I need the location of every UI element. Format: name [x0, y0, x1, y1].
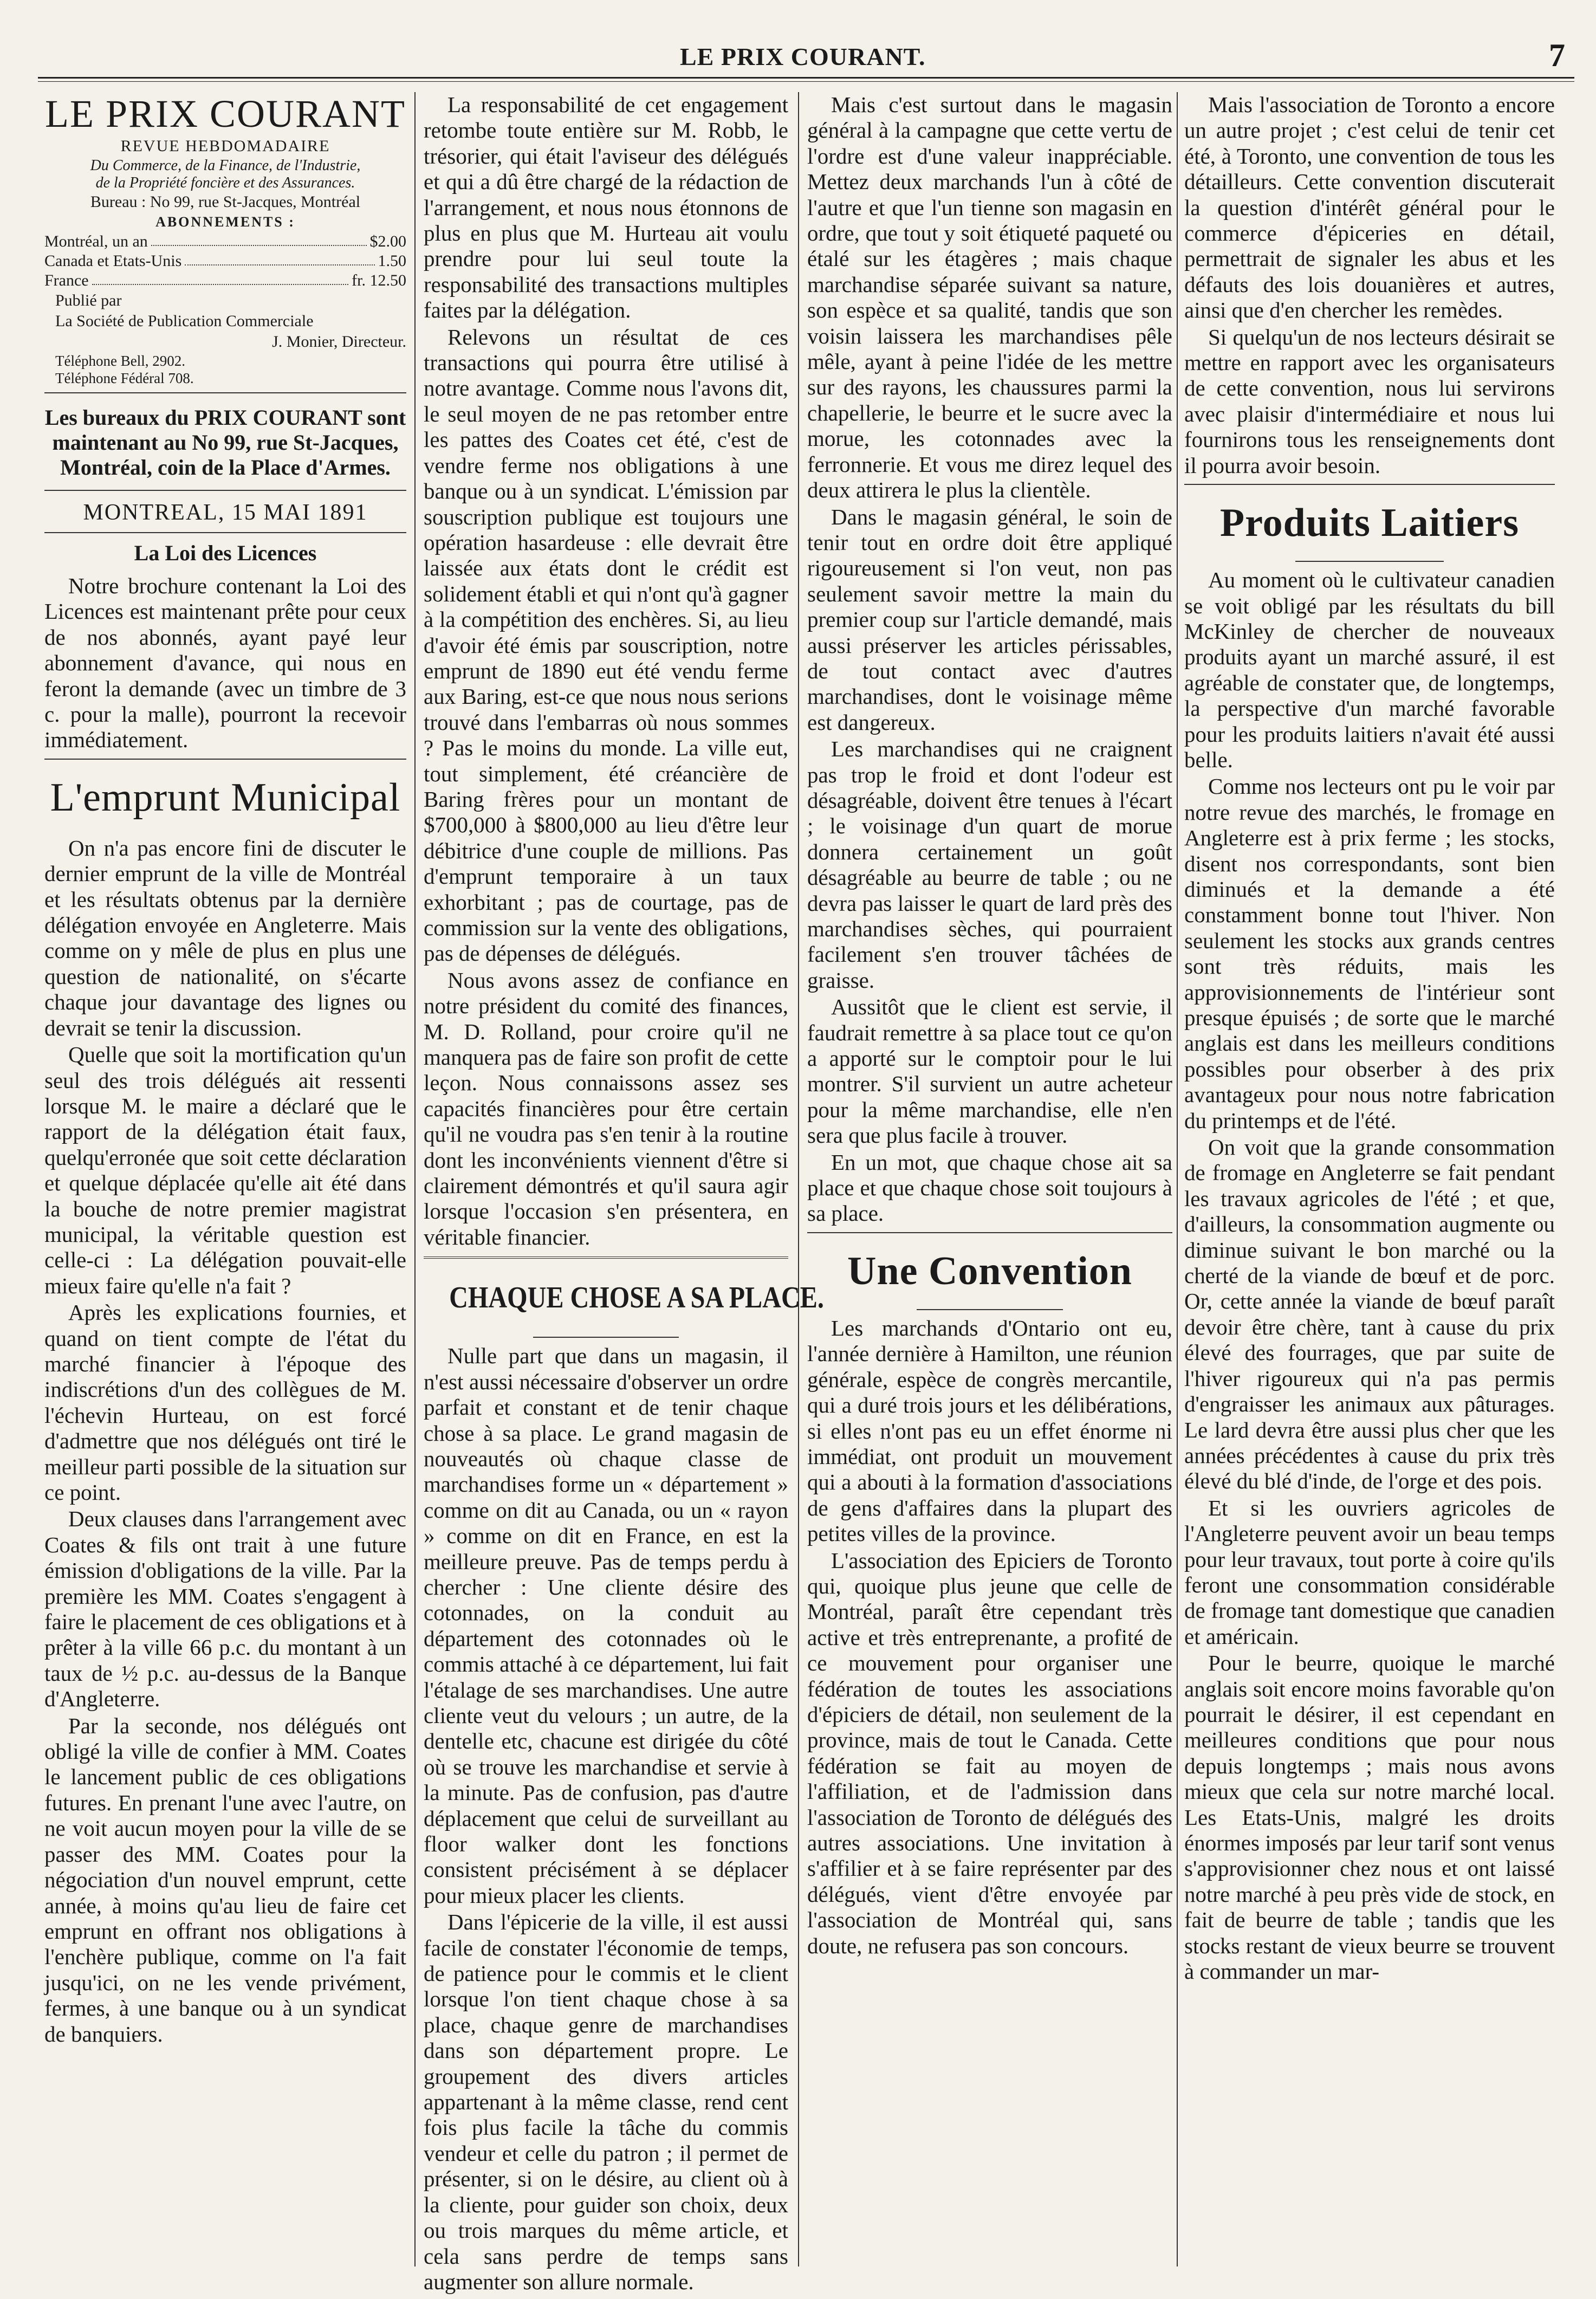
divider: [44, 392, 406, 393]
divider: [917, 1309, 1063, 1310]
paragraph: Les marchands d'Ontario ont eu, l'année dernière à Hamilton, une réunion générale, espèce de congrès mercantile, qui a duré trois jours et les délibérations, si elles n'ont pas eu un effet énorme ni immédiat, ont produit un mouvement qui a abouti à la formation d'associations de gens d'affaires dans la plupart des petites villes de la province.: [807, 1315, 1172, 1546]
paragraph: Mais l'association de Toronto a encore un autre projet ; c'est celui de tenir cet été, à Toronto, une convention de tous les détailleurs. Cette convention discuterait la question d'intérêt général pour le commerce d'épiceries en détail, permettrait de signaler les abus et les défauts des lois douanières et autres, ainsi que d'en chercher les remèdes.: [1184, 92, 1555, 323]
paragraph: La responsabilité de cet engagement retombe toute entière sur M. Robb, le trésorier, qui était l'aviseur des délégués et qui a dû être chargé de la rédaction de l'arrangement, et nous nous étonnons de plus en plus que M. Hurteau ait voulu prendre pour lui seul toute la responsabilité des transactions multiples faites par la délégation.: [424, 92, 788, 323]
paragraph: Au moment où le cultivateur canadien se voit obligé par les résultats du bill McKinley de chercher de nouveaux produits ayant un marché assuré, il est agréable de constater que, de longtemps, la perspective d'un marché favorable pour les produits laitiers n'avait été aussi belle.: [1184, 567, 1555, 772]
rate-row: [44, 271, 406, 290]
paragraph: Et si les ouvriers agricoles de l'Angleterre peuvent avoir un beau temps pour leur travaux, tout porte à coire qu'ils feront une consommation considérable de fromage tant domestique que canadien et américain.: [1184, 1495, 1555, 1649]
rate-amount: $2.00: [369, 232, 406, 250]
rate-row: [44, 232, 406, 251]
paragraph: Dans l'épicerie de la ville, il est aussi facile de constater l'économie de temps, de patience pour le commis et le client lorsque l'on tient chaque chose à sa place, chaque genre de marchandises dans son département propre. Le groupement des divers articles appartenant à la même classe, rend cent fois plus facile la tâche du commis vendeur et celle du patron ; il permet de présenter, si on le désire, au client où à la cliente, pour guider son choix, deux ou trois marques du même article, et cela sans perdre de temps sans augmenter son allure normale.: [424, 1909, 788, 2294]
director-name: J. Monier, Directeur.: [272, 333, 406, 351]
paragraph: Relevons un résultat de ces transactions qui pourra être utilisé à notre avantage. Comme nous l'avons dit, le seul moyen de ne pas retomber entre les pattes des Coates cet été, c'est de vendre ferme nos obligations à une banque ou à un syndicat. L'émission par souscription publique est toujours une opération hasardeuse : elle devrait être laissée aux états dont le crédit est solidement établi et qui n'ont qu'à gagner à la compétition des enchères. Si, au lieu d'avoir été émis par souscription, notre emprunt de 1890 eut été vendu ferme aux Baring, est-ce que nous nous serions trouvé dans l'embarras où nous sommes ? Pas le moins du monde. La ville eut, tout simplement, été créancière de Baring frères pour un montant de $700,000 à $800,000 au lieu d'être leur débitrice d'une couple de millions. Pas d'emprunt temporaire à un taux exhorbitant ; pas de courtage, pas de commission sur la vente des obligations, pas de dépenses de délégués.: [424, 324, 788, 966]
paragraph: Quelle que soit la mortification qu'un seul des trois délégués ait ressenti lorsque M. le maire a déclaré que le rapport de la délégation était faux, quelqu'erronée que soit cette déclaration et quelque déplacée qu'elle ait été dans la bouche de notre premier magistrat municipal, la véritable question est celle-ci : La délégation pouvait-elle mieux faire qu'elle n'a fait ?: [44, 1042, 406, 1298]
paragraph: On n'a pas encore fini de discuter le dernier emprunt de la ville de Montréal et les résultats obtenus par la dernière délégation envoyée en Angleterre. Mais comme on y mêle de plus en plus une question de nationalité, on s'écarte chaque jour davantage des lignes ou devrait se tenir la discussion.: [44, 835, 406, 1040]
paragraph: Aussitôt que le client est servie, il faudrait remettre à sa place tout ce qu'on a apporté sur le comptoir pour le lui montrer. S'il survient un autre acheteur pour la même marchandise, elle n'en sera que plus facile à trouver.: [807, 994, 1172, 1148]
paragraph: Deux clauses dans l'arrangement avec Coates & fils ont trait à une future émission d'obligations de la ville. Par la première les MM. Coates s'engagent à faire le placement de ces obligations et à prêter à la ville 66 p.c. du montant à un taux de ½ p.c. au-dessus de la Banque d'Angleterre.: [44, 1506, 406, 1712]
divider: [1184, 484, 1555, 485]
paragraph: On voit que la grande consommation de fromage en Angleterre se fait pendant les travaux agricoles de l'été ; et que, d'ailleurs, la consommation augmente ou diminue suivant le bon marché ou la cherté de la viande de bœuf et de porc. Or, cette année la viande de bœuf paraît devoir être chère, tant à cause du prix élevé des fourrages, que par suite de l'hiver rigoureux qui n'a pas permis d'engraisser les animaux aux pâturages. Le lard devra être aussi plus cher que les années précédentes à cause du prix très élevé du blé d'inde, de l'orge et des pois.: [1184, 1135, 1555, 1494]
paragraph: Si quelqu'un de nos lecteurs désirait se mettre en rapport avec les organisateurs de cette convention, nous lui servirons avec plaisir d'intermédiaire et nous lui fournirons tous les renseignements dont il pourra avoir besoin.: [1184, 324, 1555, 478]
masthead-bureau: Bureau : No 99, rue St-Jacques, Montréal: [90, 193, 361, 211]
divider: [44, 759, 406, 760]
masthead-subtitle: REVUE HEBDOMADAIRE: [120, 137, 330, 155]
divider: [44, 490, 406, 491]
column-divider: [798, 92, 799, 2266]
header-rule-thin: [38, 81, 1574, 82]
masthead-title: LE PRIX COURANT: [44, 92, 406, 135]
publisher-name: La Société de Publication Commerciale: [55, 312, 314, 330]
heading-emprunt-municipal: L'emprunt Municipal: [50, 775, 401, 820]
column-divider: [414, 92, 416, 2266]
column-1: [44, 92, 406, 2266]
rate-row: [44, 251, 406, 271]
paragraph: Pour le beurre, quoique le marché anglais soit encore moins favorable qu'on pourrait le désirer, il est cependant en meilleures conditions que pour nous depuis longtemps ; mais nous avons mieux que cela sur notre marché local. Les Etats-Unis, malgré les droits énormes imposés par leur tarif sont venus s'approvisionner chez nous et ont laissé notre marché à peu près vide de stock, en fait de beurre de table ; tandis que les stocks restant de vieux beurre se trouvent à commander un mar-: [1184, 1650, 1555, 1984]
paragraph: Nulle part que dans un magasin, il n'est aussi nécessaire d'observer un ordre parfait et constant et de tenir chaque chose à sa place. Le grand magasin de nouveautés où chaque classe de marchandises forme un « département » comme on dit au Canada, ou un « rayon » comme on dit en France, en est la meilleure preuve. Pas de temps perdu à chercher : Une cliente désire des cotonnades, on la conduit au département des cotonnades où le commis attaché à ce département, lui fait l'étalage de ses marchandises. Une autre cliente veut du velours ; un autre, de la dentelle etc, chacune est dirigée du côté où se trouve les marchandise et servie à la minute. Pas de confusion, pas d'autre déplacement que celui de surveillant au floor walker dont les fonctions consistent précisément à se déplacer pour mieux placer les clients.: [424, 1343, 788, 1908]
paragraph: Dans le magasin général, le soin de tenir tout en ordre doit être appliqué rigoureusement si l'on veut, non pas seulement savoir mettre la main du premier coup sur l'article demandé, mais aussi préserver les articles périssables, de tout contact avec d'autres marchandises, dont le voisinage même est dangereux.: [807, 504, 1172, 735]
paragraph: Comme nos lecteurs ont pu le voir par notre revue des marchés, le fromage en Angleterre est à prix ferme ; les stocks, disent nos correspondants, sont bien diminués et la demande a été constamment bonne tout l'hiver. Non seulement les stocks aux grands centres sont très réduits, mais les approvisionnements de l'intérieur sont presque épuisés ; de sorte que le marché anglais est dans les meilleurs conditions possibles pour obserber à des prix avantageux pour nous notre fabrication du printemps et de l'été.: [1184, 774, 1555, 1133]
rate-label: France: [44, 271, 89, 289]
telephone-bell: Téléphone Bell, 2902.: [55, 353, 185, 369]
divider: [424, 1257, 788, 1259]
masthead-tagline-1: Du Commerce, de la Finance, de l'Industrie,: [90, 157, 361, 174]
paragraph: Notre brochure contenant la Loi des Licences est maintenant prête pour ceux de nos abonnés, ayant payé leur abonnement d'avance, qui nous en feront la demande (avec un timbre de 3 c. pour la malle), pourront la recevoir immédiatement.: [44, 573, 406, 753]
column-divider: [1177, 92, 1178, 2266]
masthead-abonnements: ABONNEMENTS :: [155, 214, 295, 230]
masthead-tagline-2: de la Propriété foncière et des Assurances.: [95, 174, 355, 191]
heading-chaque-chose: CHAQUE CHOSE A SA PLACE.: [449, 1281, 824, 1315]
divider: [807, 1232, 1172, 1233]
heading-une-convention: Une Convention: [847, 1248, 1132, 1293]
paragraph: Les marchandises qui ne craignent pas trop le froid et dont l'odeur est désagréable, doivent être tenues à l'écart ; le voisinage d'un quart de morue donnera certainement un goût désagréable au beurre de table ; ou ne devra pas laisser le quart de lard près des marchandises sèches, qui pourraient facilement s'en trouver tâchées de graisse.: [807, 736, 1172, 993]
column-2: [424, 92, 824, 2294]
paragraph: L'association des Epiciers de Toronto qui, quoique plus jeune que celle de Montréal, paraît être cependant très active et très entreprenante, a profité de ce mouvement pour organiser une fédération de toutes les associations d'épiciers de détail, non seulement de la province, mais de tout le Canada. Cette fédération se fait au moyen de l'affiliation, et de l'admission dans l'association de Toronto de délégués des autres associations. Une invitation à s'affilier et à se faire représenter par des délégués, vient d'être envoyée par l'association de Montréal qui, sans doute, ne refusera pas son concours.: [807, 1547, 1172, 1958]
divider: [1295, 561, 1444, 562]
paragraph: Mais c'est surtout dans le magasin général à la campagne que cette vertu de l'ordre est d'une valeur inappréciable. Mettez deux marchands l'un à côté de l'autre et que l'un tienne son magasin en ordre, que tout y soit étiqueté paqueté ou étalé sur les étagères ; mais chaque marchandise séparée suivant sa nature, son espèce et sa qualité, tandis que son voisin laissera les marchandises pêle mêle, ayant à peine l'idée de les mettre sur des rayons, les chaussures parmi la chapellerie, le beurre et le sucre avec la morue, les cotonnades avec la ferronnerie. Et vous me direz lequel des deux attirera le plus la clientèle.: [807, 92, 1172, 503]
column-4: [1184, 92, 1555, 2266]
rate-amount: 1.50: [378, 252, 406, 270]
rate-label: Montréal, un an: [44, 232, 148, 250]
paragraph: Après les explications fournies, et quand on tient compte de l'état du marché financier à l'époque des indiscrétions d'un des collègues de M. l'échevin Hurteau, on est forcé d'admettre que nos délégués ont tiré le meilleur parti possible de la situation sur ce point.: [44, 1300, 406, 1505]
office-notice: Les bureaux du PRIX COURANT sont maintenant au No 99, rue St-Jacques, Montréal, coin de la Place d'Armes.: [44, 405, 406, 480]
dateline: MONTREAL, 15 MAI 1891: [83, 500, 368, 525]
running-head-title: LE PRIX COURANT.: [680, 43, 926, 70]
column-3: [807, 92, 1172, 2266]
header-rule: [38, 77, 1574, 79]
heading-loi-licences: La Loi des Licences: [134, 541, 317, 565]
rate-amount: fr. 12.50: [352, 271, 406, 289]
publie-par: Publié par: [55, 292, 122, 309]
divider: [44, 532, 406, 533]
heading-produits-laitiers: Produits Laitiers: [1219, 501, 1520, 546]
masthead: [44, 92, 406, 387]
page-number: 7: [1549, 37, 1566, 73]
paragraph: Par la seconde, nos délégués ont obligé la ville de confier à MM. Coates le lancement public de ces obligations futures. En prenant l'une avec l'autre, on ne voit aucun moyen pour la ville de se passer des MM. Coates pour la négociation d'un nouvel emprunt, cette année, à moins qu'au lieu de faire cet emprunt en offrant nos obligations à l'enchère publique, comme on l'a fait jusqu'ici, on ne les vende privément, fermes, à une banque ou à un syndicat de banquiers.: [44, 1713, 406, 2047]
rate-label: Canada et Etats-Unis: [44, 252, 182, 270]
paragraph: Nous avons assez de confiance en notre président du comité des finances, M. D. Rolland, pour croire qu'il ne manquera pas de faire son profit de cette leçon. Nous connaissons assez ses capacités financières pour être certain qu'il ne voudra pas s'en tenir à la routine dont les inconvénients viennent d'être si clairement démontrés et qu'il saura agir lorsque l'occasion s'en présentera, en véritable financier.: [424, 967, 788, 1249]
divider: [533, 1337, 679, 1338]
telephone-federal: Téléphone Fédéral 708.: [55, 370, 194, 386]
masthead-publisher-block: [44, 290, 406, 352]
paragraph: En un mot, que chaque chose ait sa place et que chaque chose soit toujours à sa place.: [807, 1149, 1172, 1226]
running-head: [0, 31, 1596, 80]
